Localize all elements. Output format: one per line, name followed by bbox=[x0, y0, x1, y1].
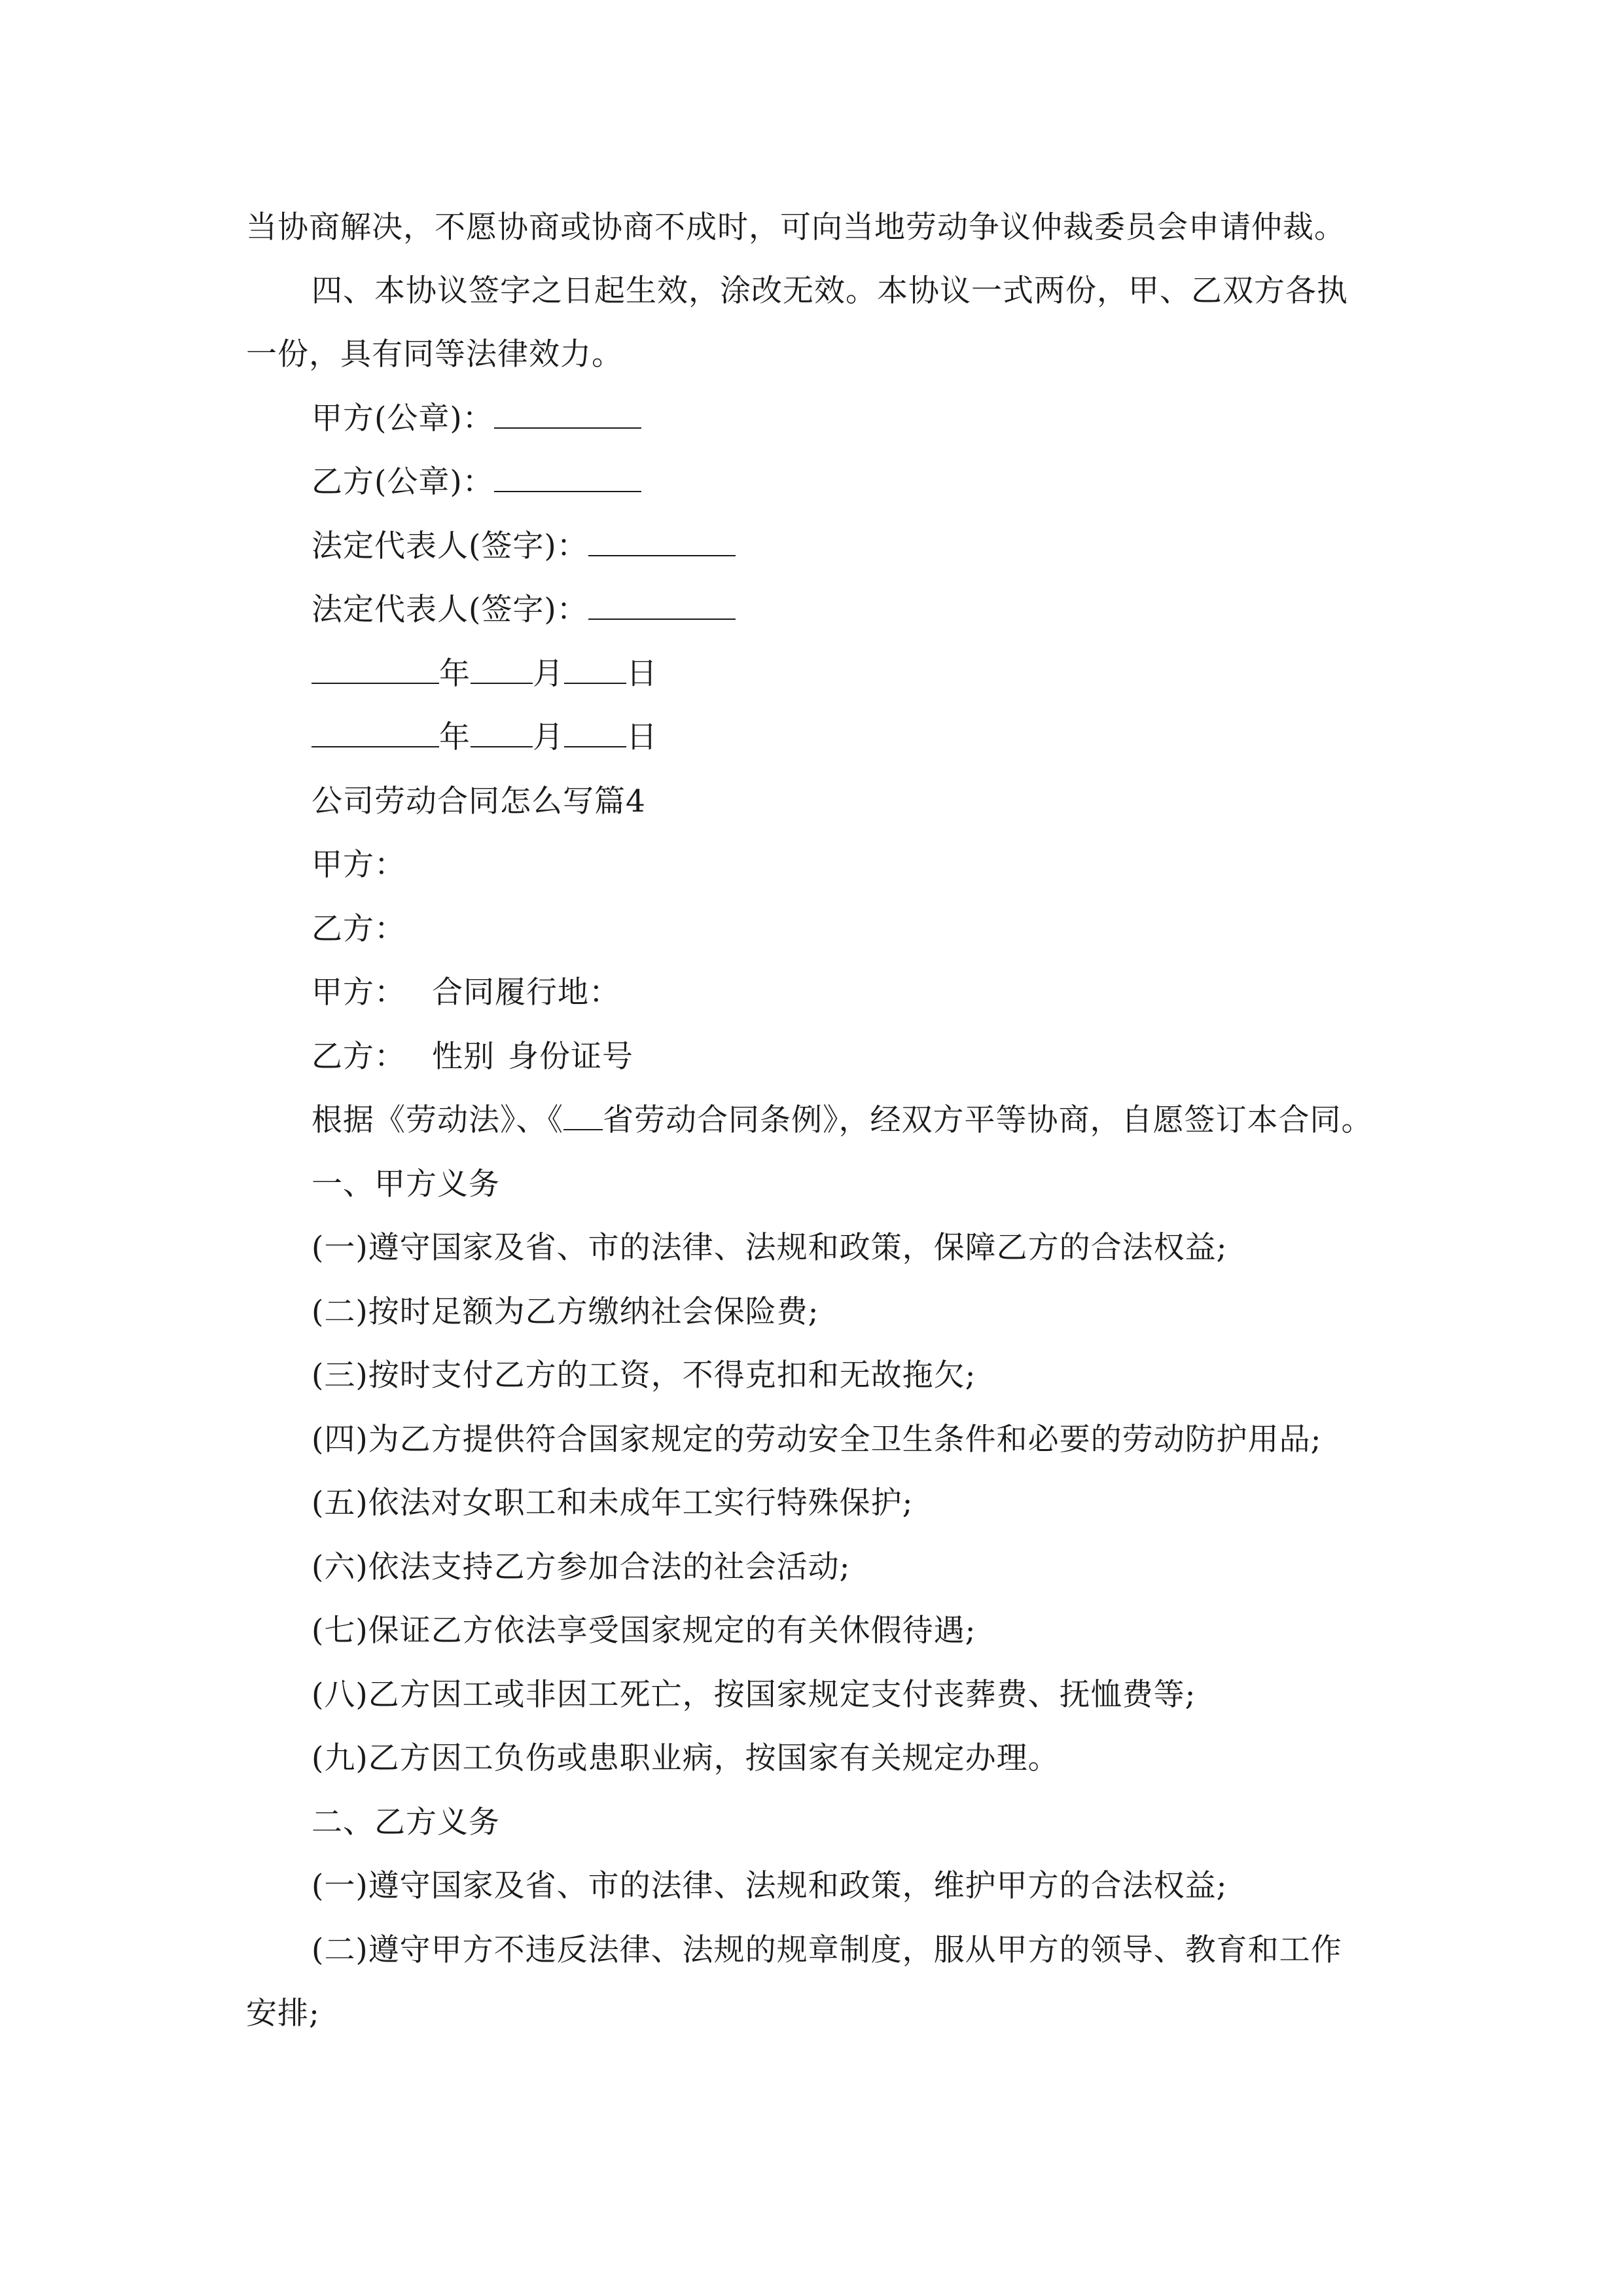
clause-item: (二)按时足额为乙方缴纳社会保险费; bbox=[312, 1294, 819, 1330]
party-line: 乙方： 性别 身份证号 bbox=[312, 1039, 633, 1075]
clause-item: (六)依法支持乙方参加合法的社会活动; bbox=[312, 1549, 851, 1585]
date-line: 年 月 日 bbox=[312, 718, 658, 757]
fill-in-blank bbox=[564, 656, 626, 684]
clause-item: (五)依法对女职工和未成年工实行特殊保护; bbox=[312, 1485, 914, 1521]
paragraph-line: 四、本协议签字之日起生效，涂改无效。本协议一式两份，甲、乙双方各执 bbox=[312, 273, 1348, 309]
fill-in-blank bbox=[588, 592, 736, 620]
party-line: 甲方： 合同履行地： bbox=[312, 975, 620, 1011]
clause-item: (二)遵守甲方不违反法律、法规的规章制度，服从甲方的领导、教育和工作 bbox=[312, 1932, 1342, 1968]
date-line: 年 月 日 bbox=[312, 655, 658, 694]
signature-line-party-a-seal: 甲方(公章)： bbox=[312, 399, 641, 439]
fill-in-blank bbox=[494, 401, 641, 429]
clause-heading: 二、乙方义务 bbox=[312, 1804, 500, 1840]
fill-in-blank bbox=[312, 720, 439, 747]
signature-line-party-b-seal: 乙方(公章)： bbox=[312, 463, 641, 502]
clause-item-continued: 安排; bbox=[246, 1996, 320, 2032]
clause-heading: 一、甲方义务 bbox=[312, 1166, 500, 1202]
paragraph-line: 根据《劳动法》、《 省劳动合同条例》，经双方平等协商，自愿签订本合同。 bbox=[312, 1102, 1373, 1138]
fill-in-blank bbox=[563, 1103, 603, 1130]
fill-in-blank bbox=[564, 720, 626, 747]
section-heading: 公司劳动合同怎么写篇4 bbox=[312, 783, 646, 819]
fill-in-blank bbox=[588, 529, 736, 556]
paragraph-line: 一份，具有同等法律效力。 bbox=[246, 336, 623, 372]
fill-in-blank bbox=[471, 720, 533, 747]
clause-item: (七)保证乙方依法享受国家规定的有关休假待遇; bbox=[312, 1613, 976, 1649]
party-line: 乙方： bbox=[312, 911, 406, 947]
fill-in-blank bbox=[471, 656, 533, 684]
clause-item: (八)乙方因工或非因工死亡，按国家规定支付丧葬费、抚恤费等; bbox=[312, 1677, 1196, 1713]
clause-item: (四)为乙方提供符合国家规定的劳动安全卫生条件和必要的劳动防护用品; bbox=[312, 1422, 1322, 1458]
clause-item: (一)遵守国家及省、市的法律、法规和政策，保障乙方的合法权益; bbox=[312, 1230, 1228, 1266]
fill-in-blank bbox=[494, 465, 641, 492]
clause-item: (一)遵守国家及省、市的法律、法规和政策，维护甲方的合法权益; bbox=[312, 1868, 1228, 1904]
party-line: 甲方： bbox=[312, 847, 406, 883]
signature-line-legal-rep: 法定代表人(签字)： bbox=[312, 527, 736, 566]
clause-item: (九)乙方因工负伤或患职业病，按国家有关规定办理。 bbox=[312, 1740, 1060, 1776]
paragraph-line: 当协商解决，不愿协商或协商不成时，可向当地劳动争议仲裁委员会申请仲裁。 bbox=[246, 209, 1346, 245]
signature-line-legal-rep: 法定代表人(签字)： bbox=[312, 590, 736, 630]
clause-item: (三)按时支付乙方的工资，不得克扣和无故拖欠; bbox=[312, 1357, 976, 1393]
fill-in-blank bbox=[312, 656, 439, 684]
